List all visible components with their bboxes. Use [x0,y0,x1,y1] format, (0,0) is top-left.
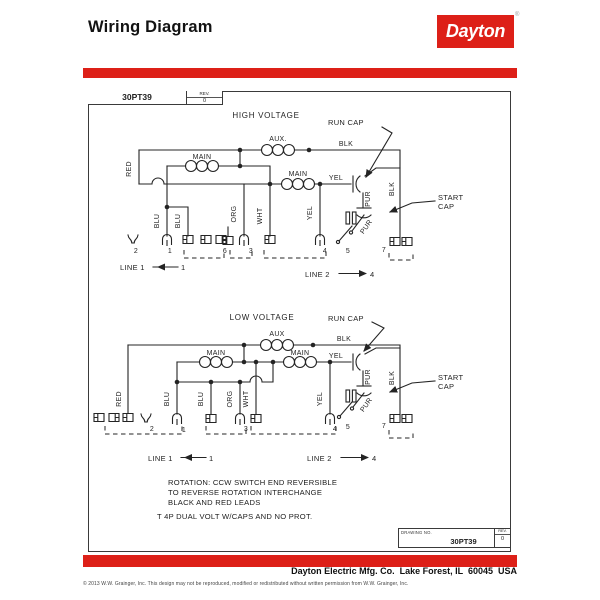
drawing-number-cell [399,529,495,547]
hv-start-cap-label-2: CAP [438,202,455,211]
lv-run-cap-label: RUN CAP [328,314,364,323]
lv-main-right-coil-icon [284,357,317,368]
lv-switch-contacts-icon [346,390,356,402]
lv-yel-side-label: YEL [317,391,324,407]
drawing-number-block [398,528,511,548]
lv-labels [116,313,464,463]
lv-blu1-label: BLU [164,391,171,407]
dayton-logo-text: Dayton [445,21,506,41]
lv-run-capacitor-icon [353,354,360,370]
drawing-number-value: 30PT39 [450,537,477,546]
lv-main-right-label: MAIN [290,350,310,357]
lv-line2-label: LINE 2 [307,454,332,463]
hv-terminal-5-number: 5 [345,248,351,255]
lv-terminal-7-number: 7 [381,423,387,430]
company-address: Dayton Electric Mfg. Co. Lake Forest, IL 60045 USA [291,566,517,576]
hv-terminal-6-number: 6 [222,248,228,255]
rotation-note-line1: ROTATION: CCW SWITCH END REVERSIBLE [168,478,338,487]
lv-aux-label: AUX [269,331,285,338]
lv-wht-label: WHT [243,390,250,408]
model-number-cell: 30PT39 [88,91,187,105]
hv-blu1-label: BLU [154,213,161,229]
hv-terminal-3-number: 3 [248,248,254,255]
hv-labels [120,111,464,279]
hv-main-left-label: MAIN [192,154,212,161]
hv-yel-side-label: YEL [307,205,314,221]
hv-blu-connector-icon [183,236,193,244]
hv-start-cap-label-1: START [438,193,464,202]
hv-main-right-coil-icon [282,179,315,190]
lv-blu2-label: BLU [198,391,205,407]
hv-blk-top-label: BLK [338,141,354,148]
hv-run-capacitor-icon [353,176,360,192]
hv-terminal-7-connector-a-icon [390,238,400,246]
hv-terminal-2-number: 2 [133,248,139,255]
lv-main-left-label: MAIN [206,350,226,357]
hv-switch-contacts-icon [346,212,356,224]
lv-start-cap-label-2: CAP [438,382,455,391]
lv-pur2-label: PUR [359,396,375,414]
lv-terminal-2-y-icon [141,414,151,422]
hv-aux-label: AUX. [269,136,287,143]
lv-terminal-5-number: 5 [345,424,351,431]
drawing-rev-cell [495,529,510,547]
hv-blu2-label: BLU [175,213,182,229]
lv-red-label: RED [116,391,123,407]
hv-terminal-6-connector-a-icon [201,236,211,244]
hv-pur1-label: PUR [365,191,372,207]
hv-main-right-label: MAIN [288,171,308,178]
lv-yel-top-label: YEL [328,353,344,360]
hv-run-cap-label: RUN CAP [328,118,364,127]
copyright-line: © 2013 W.W. Grainger, Inc. This design may not be reproduced, modified or redistributed without written permission from W.W. Grainger, Inc. [83,581,409,587]
dayton-logo [437,15,514,48]
lv-start-cap-label-1: START [438,373,464,382]
hv-wht-label: WHT [257,207,264,225]
hv-title: HIGH VOLTAGE [232,111,300,120]
hv-blk-side-label: BLK [389,181,396,197]
hv-terminal-4-number: 4 [322,248,328,255]
hv-terminal-7-number: 7 [381,247,387,254]
hv-line1-label: LINE 1 [120,263,145,272]
hv-start-capacitor-icon [357,208,371,218]
lv-blk-side-label: BLK [389,370,396,386]
lv-main-left-coil-icon [200,357,233,368]
hv-terminal-7-connector-b-icon [402,238,412,246]
drawing-rev-label: REV. [495,529,510,535]
hv-terminal-2-y-icon [128,235,138,243]
lv-terminal-7-connector-a-icon [390,415,400,423]
lv-blu-connector-icon [206,415,216,423]
hv-line2-terminal: 4 [370,270,375,279]
lv-terminal-4-fork-icon [326,414,335,425]
rev-label: REV. [187,91,222,98]
drawing-number-label: DRAWING NO. [401,530,432,535]
rev-value: 0 [202,97,207,104]
lv-terminal-1-fork-icon [173,414,182,425]
hv-yel-top-label: YEL [328,175,344,182]
spec-note: T 4P DUAL VOLT W/CAPS AND NO PROT. [157,512,313,521]
lv-wht-connector-icon [251,415,261,423]
lv-line2-terminal: 4 [372,454,377,463]
lv-line1-terminal: 1 [209,454,214,463]
lv-terminal-7-connector-b-icon [402,415,412,423]
hv-coils [186,145,315,190]
lv-start-capacitor-icon [357,386,371,396]
lv-terminal-3-fork-icon [236,414,245,425]
lv-pur1-label: PUR [365,369,372,385]
lv-terminal-4-number: 4 [332,426,338,433]
lv-terminal-3-number: 3 [243,426,249,433]
lv-line1-label: LINE 1 [148,454,173,463]
hv-pur2-label: PUR [359,218,375,236]
registered-mark: ® [515,12,520,18]
rotation-note-line3: BLACK AND RED LEADS [168,498,261,507]
lv-aux-coil-icon [261,340,294,351]
hv-red-label: RED [126,161,133,177]
hv-line1-terminal: 1 [181,263,186,272]
top-red-bar [83,68,517,78]
drawing-rev-value: 0 [500,536,505,542]
lv-blk-top-label: BLK [336,336,352,343]
lv-org-label: ORG [227,390,234,408]
hv-line2-label: LINE 2 [305,270,330,279]
hv-main-left-coil-icon [186,161,219,172]
hv-wht-connector-icon [265,236,275,244]
lv-left-connector-b-icon [109,414,119,422]
hv-org-label: ORG [231,205,238,223]
hv-group-brackets [184,250,413,260]
lv-red-connector-icon [123,414,133,422]
hv-aux-coil-icon [262,145,295,156]
lv-terminal-1-number: 1 [181,427,187,434]
lv-terminal-2-number: 2 [149,426,155,433]
page-title: Wiring Diagram [88,18,213,36]
lv-title: LOW VOLTAGE [229,313,295,322]
lv-left-connector-a-icon [94,414,104,422]
hv-terminal-1-number: 1 [167,248,173,255]
rotation-note-line2: TO REVERSE ROTATION INTERCHANGE [168,488,323,497]
